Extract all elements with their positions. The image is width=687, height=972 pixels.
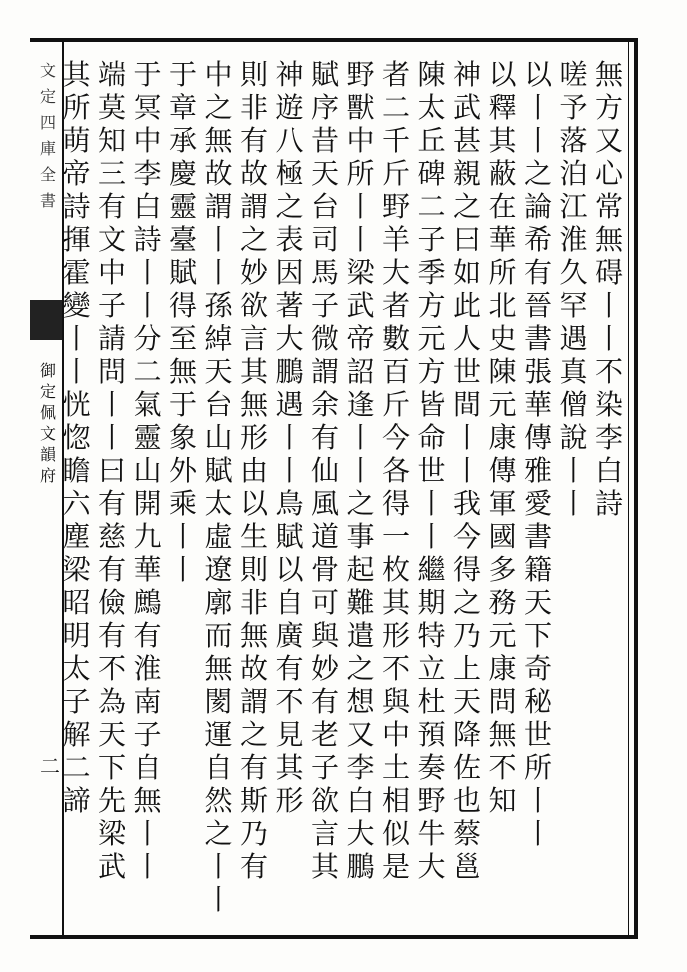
text-column: 賦 序 昔 天 台 司 馬 子 微 謂 余 有 仙 風 道 骨 可 與 妙 有 老 子 欲 言 其 xyxy=(310,58,340,883)
text-column: 以 丨 丨 之 論 希 有 晉 書 張 華 傳 雅 愛 書 籍 天 下 奇 秘 世 所 丨 丨 xyxy=(523,58,553,850)
text-column: 野 獸 中 所 丨 丨 梁 武 帝 詔 逢 丨 丨 之 事 起 難 遣 之 想 又 李 白 大 鵬 xyxy=(346,58,375,883)
text-column: 其 所 萌 帝 詩 揮 霍 變 丨 丨 恍 惚 瞻 六 塵 梁 昭 明 太 子 解 二 諦 xyxy=(62,58,91,817)
margin-book-title: 御定佩文韻府 xyxy=(40,361,57,485)
margin-top-label: 文定四庫全書 xyxy=(40,61,57,210)
text-column: 于 冥 中 李 白 詩 丨 丨 分 二 氣 靈 山 開 九 華 鷓 有 淮 南 子 自 無 丨 丨 xyxy=(133,58,162,883)
right-border xyxy=(634,38,638,939)
top-border xyxy=(30,38,638,42)
bottom-border xyxy=(30,935,638,939)
text-column: 神 武 甚 親 之 曰 如 此 人 世 間 丨 丨 我 今 得 之 乃 上 天 降 佐 也 蔡 邕 xyxy=(452,58,482,883)
text-column: 端 莫 知 三 有 文 中 子 請 問 丨 丨 曰 有 慈 有 儉 有 不 為 天 下 先 梁 武 xyxy=(97,58,127,883)
margin-band xyxy=(30,300,62,340)
inner-right-border xyxy=(628,38,629,939)
text-column: 則 非 有 故 謂 之 妙 欲 言 其 無 形 由 以 生 則 非 無 故 謂 之 有 斯 乃 有 xyxy=(239,58,269,883)
text-column: 嗟 予 落 泊 江 淮 久 罕 遇 真 僧 說 丨 丨 xyxy=(559,58,588,520)
text-column: 者 二 千 斤 野 羊 大 者 數 百 斤 今 各 得 一 枚 其 形 不 與 中 土 相 似 是 xyxy=(381,58,411,883)
text-column: 于 章 承 慶 靈 臺 賦 得 至 無 于 象 外 乘 丨 丨 xyxy=(168,58,198,586)
text-column: 無 方 又 心 常 無 碍 丨 丨 不 染 李 白 詩 xyxy=(594,58,624,520)
text-column: 中 之 無 故 謂 丨 丨 孫 綽 天 台 山 賦 太 虛 遼 廓 而 無 閡 運 自 然 之 丨 丨 xyxy=(204,58,233,916)
text-column: 神 遊 八 極 之 表 因 著 大 鵬 遇 丨 丨 鳥 賦 以 自 廣 有 不 見 其 形 xyxy=(275,58,304,817)
text-column: 以 釋 其 蔽 在 華 所 北 史 陳 元 康 傳 軍 國 多 務 元 康 問 無 不 知 xyxy=(488,58,517,817)
text-column: 陳 太 丘 碑 二 子 季 方 元 方 皆 命 世 丨 丨 繼 期 特 立 杜 預 奏 野 牛 大 xyxy=(417,58,446,883)
page-number: 二 xyxy=(40,754,60,778)
